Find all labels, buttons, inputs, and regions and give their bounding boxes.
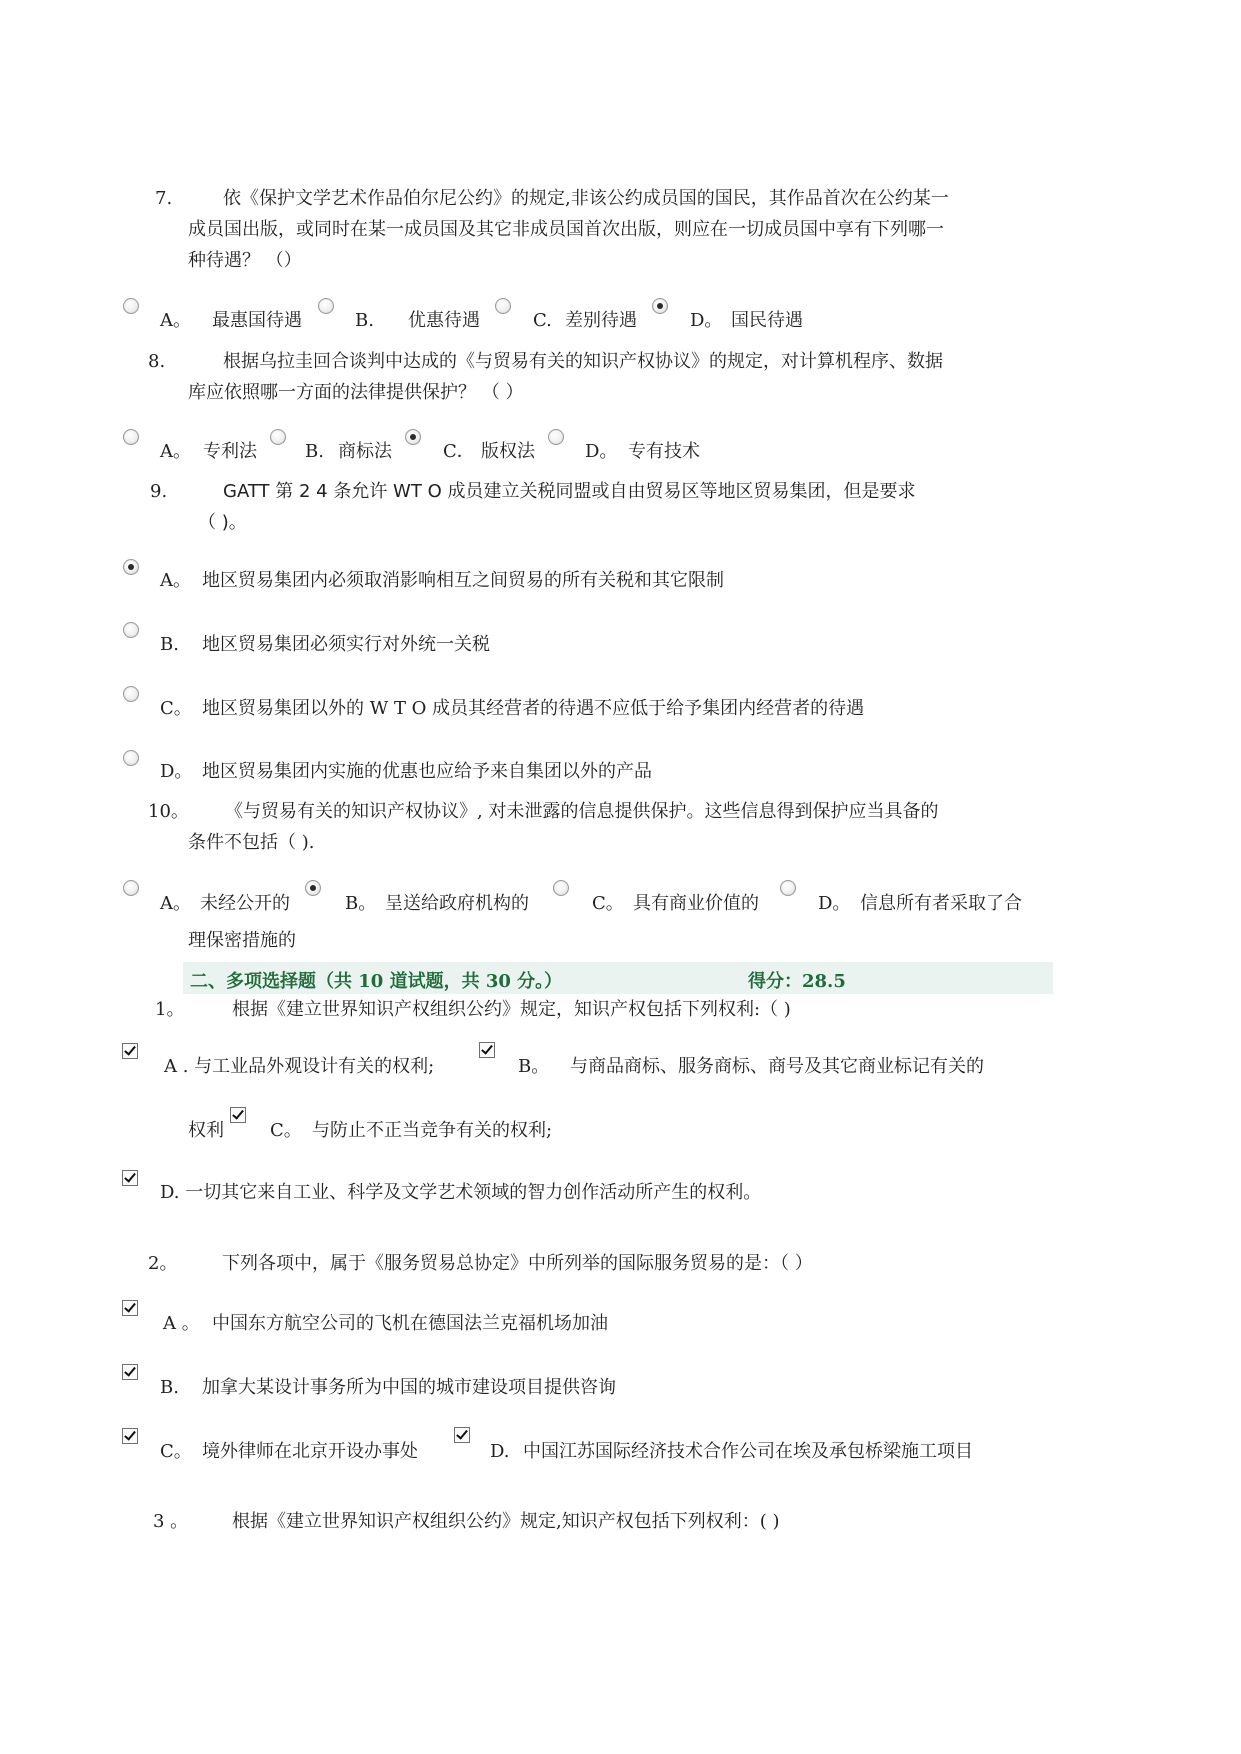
- q9-text-line2: （ )。: [198, 512, 247, 533]
- q7-option-c-text: 差别待遇: [565, 310, 637, 331]
- m1-number: 1。: [155, 999, 185, 1020]
- m2-checkbox-c[interactable]: [122, 1428, 138, 1444]
- m3-text: 根据《建立世界知识产权组织公约》规定,知识产权包括下列权利：( ): [232, 1511, 780, 1532]
- q7-number: 7.: [155, 188, 173, 209]
- q10-text-line1: 《与贸易有关的知识产权协议》, 对未泄露的信息提供保护。这些信息得到保护应当具备的: [225, 801, 939, 822]
- m2-option-d-text: 中国江苏国际经济技术合作公司在埃及承包桥梁施工项目: [523, 1441, 973, 1462]
- q8-option-c-text: 版权法: [481, 441, 535, 462]
- m2-option-a-text: 中国东方航空公司的飞机在德国法兰克福机场加油: [212, 1313, 608, 1334]
- q7-radio-a[interactable]: [123, 298, 139, 314]
- q7-radio-b[interactable]: [318, 298, 334, 314]
- q7-radio-c[interactable]: [495, 298, 511, 314]
- m2-option-a-label: A 。: [163, 1313, 200, 1334]
- q7-option-d-label: D。: [690, 310, 723, 331]
- m1-option-a: A . 与工业品外观设计有关的权利;: [164, 1056, 435, 1077]
- m2-text: 下列各项中，属于《服务贸易总协定》中所列举的国际服务贸易的是：（ ）: [222, 1253, 813, 1274]
- q9-option-d-text: 地区贸易集团内实施的优惠也应给予来自集团以外的产品: [202, 761, 652, 782]
- q7-option-b-text: 优惠待遇: [408, 310, 480, 331]
- q8-option-d-label: D。: [585, 441, 618, 462]
- m2-checkbox-d[interactable]: [454, 1427, 470, 1443]
- m2-checkbox-b[interactable]: [122, 1364, 138, 1380]
- q10-radio-b[interactable]: [305, 880, 321, 896]
- q10-option-b-label: B。: [345, 893, 377, 914]
- q7-option-c-label: C.: [533, 310, 552, 331]
- m1-option-b-text: 与商品商标、服务商标、商号及其它商业标记有关的: [570, 1056, 984, 1077]
- q8-text-line1: 根据乌拉圭回合谈判中达成的《与贸易有关的知识产权协议》的规定，对计算机程序、数据: [223, 351, 943, 372]
- m1-option-d: D. 一切其它来自工业、科学及文学艺术领域的智力创作活动所产生的权利。: [160, 1182, 762, 1203]
- m2-checkbox-a[interactable]: [122, 1300, 138, 1316]
- q9-option-d-label: D。: [160, 761, 193, 782]
- q8-option-b-label: B.: [305, 441, 324, 462]
- q8-option-a-text: 专利法: [203, 441, 257, 462]
- q9-option-a-text: 地区贸易集团内必须取消影响相互之间贸易的所有关税和其它限制: [202, 570, 724, 591]
- m2-option-c-text: 境外律师在北京开设办事处: [202, 1441, 418, 1462]
- q10-option-d-label: D。: [818, 893, 851, 914]
- m2-option-b-text: 加拿大某设计事务所为中国的城市建设项目提供咨询: [202, 1377, 616, 1398]
- m1-option-c-label: C。: [270, 1120, 302, 1141]
- q9-option-c-label: C。: [160, 698, 192, 719]
- q8-radio-d[interactable]: [548, 429, 564, 445]
- q9-radio-c[interactable]: [123, 686, 139, 702]
- m1-checkbox-c[interactable]: [230, 1107, 246, 1123]
- q10-radio-d[interactable]: [780, 880, 796, 896]
- q10-radio-a[interactable]: [123, 880, 139, 896]
- q9-option-a-label: A。: [160, 570, 191, 591]
- q9-radio-d[interactable]: [123, 750, 139, 766]
- q7-radio-d[interactable]: [652, 298, 668, 314]
- q8-option-c-label: C．: [443, 441, 475, 462]
- q9-option-b-text: 地区贸易集团必须实行对外统一关税: [202, 634, 490, 655]
- q9-radio-b[interactable]: [123, 622, 139, 638]
- m1-option-c-text: 与防止不正当竞争有关的权利;: [312, 1120, 553, 1141]
- q10-option-d-text: 信息所有者采取了合: [860, 893, 1022, 914]
- m2-number: 2。: [148, 1253, 178, 1274]
- m1-checkbox-b[interactable]: [479, 1042, 495, 1058]
- q9-number: 9.: [150, 481, 168, 502]
- m3-number: 3 。: [153, 1511, 189, 1532]
- m2-option-c-label: C。: [160, 1441, 192, 1462]
- q10-radio-c[interactable]: [553, 880, 569, 896]
- q8-number: 8.: [148, 351, 166, 372]
- q10-option-b-text: 呈送给政府机构的: [385, 893, 529, 914]
- q7-option-a-label: A。: [160, 310, 191, 331]
- m2-option-d-label: D.: [490, 1441, 510, 1462]
- section-title: 二、多项选择题（共 10 道试题，共 30 分。）: [190, 971, 563, 992]
- m1-option-b-label: B。: [518, 1056, 550, 1077]
- q9-option-c-text: 地区贸易集团以外的 W T O 成员其经营者的待遇不应低于给予集团内经营者的待遇: [202, 698, 865, 719]
- m1-checkbox-d[interactable]: [122, 1170, 138, 1186]
- q10-option-c-text: 具有商业价值的: [633, 893, 759, 914]
- q7-option-b-label: B.: [355, 310, 374, 331]
- m1-checkbox-a[interactable]: [122, 1043, 138, 1059]
- q7-text-line1: 依《保护文学艺术作品伯尔尼公约》的规定,非该公约成员国的国民，其作品首次在公约某一: [223, 188, 949, 209]
- m1-text: 根据《建立世界知识产权组织公约》规定，知识产权包括下列权利:（ ): [232, 999, 791, 1020]
- section-score: 得分：28.5: [748, 971, 846, 992]
- q8-radio-c[interactable]: [405, 429, 421, 445]
- q9-radio-a[interactable]: [123, 559, 139, 575]
- q9-text-line1: GATT 第 2 4 条允许 WT O 成员建立关税同盟或自由贸易区等地区贸易集团，但是要求: [223, 481, 916, 502]
- q8-text-line2: 库应依照哪一方面的法律提供保护？ （ ）: [188, 382, 524, 403]
- q8-radio-b[interactable]: [270, 429, 286, 445]
- q7-option-a-text: 最惠国待遇: [212, 310, 302, 331]
- q8-option-d-text: 专有技术: [628, 441, 700, 462]
- q10-option-a-text: 未经公开的: [200, 893, 290, 914]
- q8-option-b-text: 商标法: [338, 441, 392, 462]
- q8-option-a-label: A。: [160, 441, 191, 462]
- m2-option-b-label: B.: [160, 1377, 179, 1398]
- q7-option-d-text: 国民待遇: [731, 310, 803, 331]
- q9-option-b-label: B.: [160, 634, 179, 655]
- q10-number: 10。: [148, 801, 189, 822]
- q10-option-d-continuation: 理保密措施的: [188, 930, 296, 951]
- m1-option-b-continuation: 权利: [188, 1120, 224, 1141]
- q10-option-a-label: A。: [160, 893, 191, 914]
- q7-text-line2: 成员国出版，或同时在某一成员国及其它非成员国首次出版，则应在一切成员国中享有下列哪一: [188, 219, 944, 240]
- q10-text-line2: 条件不包括（ ).: [188, 832, 315, 853]
- q8-radio-a[interactable]: [123, 429, 139, 445]
- q7-text-line3: 种待遇？ （）: [188, 250, 302, 271]
- q10-option-c-label: C。: [592, 893, 624, 914]
